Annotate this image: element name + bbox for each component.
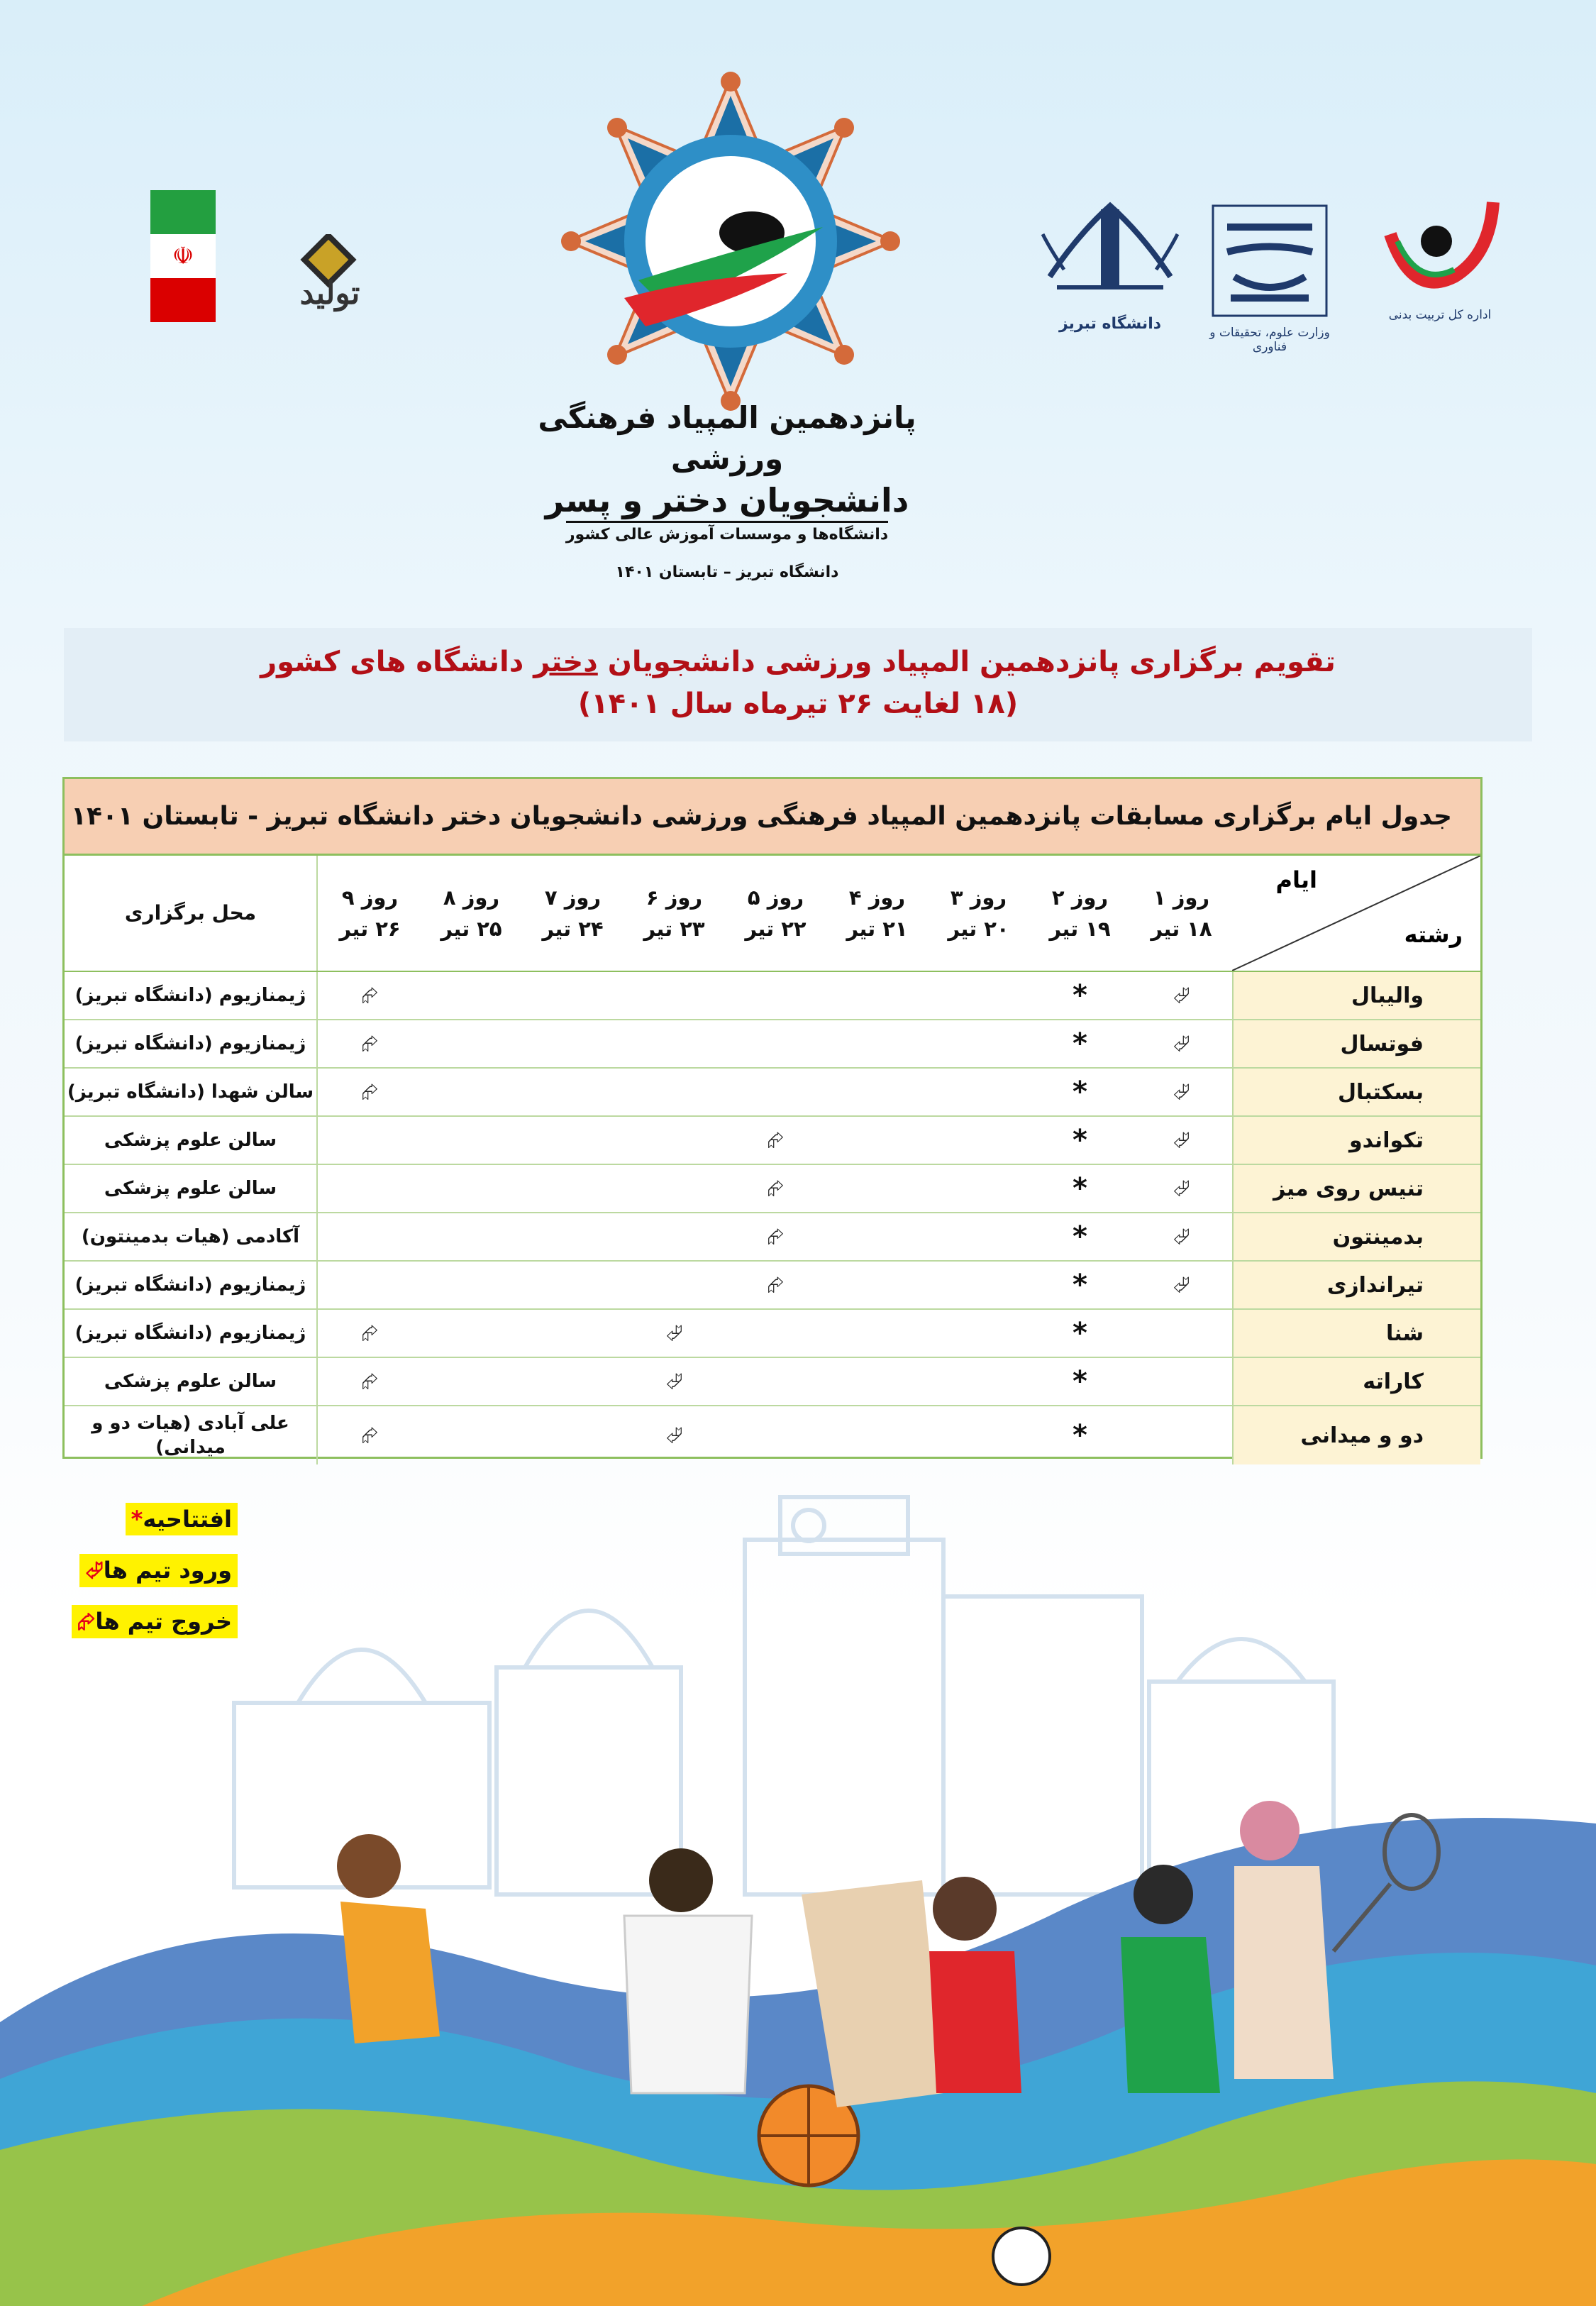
olympiad-title-block: [497, 397, 958, 587]
iran-flag: ☫: [150, 190, 216, 322]
team-exit-arrow-icon: ⮳: [361, 1079, 379, 1105]
schedule-headline: [64, 628, 1532, 741]
opening-star-mark: *: [1073, 1220, 1087, 1253]
venue-name: ژیمنازیوم (دانشگاه تبریز): [65, 1310, 318, 1357]
legend-exit-arrow-icon: ⮳: [77, 1608, 96, 1635]
day-header: [725, 856, 826, 971]
day-header: [1029, 856, 1131, 971]
day-date: ۲۵ تیر: [440, 917, 502, 941]
table-row: [65, 1358, 1480, 1406]
day-date: ۱۹ تیر: [1049, 917, 1111, 941]
day-date: ۲۶ تیر: [339, 917, 401, 941]
ministry-logo: [1206, 199, 1334, 354]
legend-star-symbol: *: [131, 1506, 143, 1533]
legend-exit-label: خروج تیم ها: [95, 1608, 232, 1635]
day-date: ۲۳ تیر: [643, 917, 705, 941]
headline-line1-part1: تقویم برگزاری پانزدهمین المپیاد ورزشی دانشجویان: [597, 646, 1336, 678]
headline-line1-part2: دانشگاه های کشور: [260, 646, 534, 678]
venue-name: ژیمنازیوم (دانشگاه تبریز): [65, 1262, 318, 1308]
team-exit-arrow-icon: ⮳: [361, 1320, 379, 1346]
olympiad-title-line3: دانشگاه‌ها و موسسات آموزش عالی کشور: [566, 521, 888, 546]
team-entry-arrow-icon: ⮰: [1173, 1127, 1190, 1153]
olympiad-title-line1: پانزدهمین المپیاد فرهنگی ورزشی: [538, 400, 916, 476]
day-label: روز ۴: [848, 886, 906, 910]
table-row: [65, 1069, 1480, 1117]
schedule-table: [62, 777, 1483, 1459]
table-row: [65, 1020, 1480, 1069]
venue-name: علی آبادی (هیات دو و میدانی): [65, 1406, 318, 1464]
table-row: [65, 1262, 1480, 1310]
day-header: [522, 856, 624, 971]
headline-line1: [64, 641, 1532, 683]
team-exit-arrow-icon: ⮳: [361, 1423, 379, 1448]
headline-underlined-word: دختر: [533, 646, 598, 678]
day-header: [1131, 856, 1232, 971]
team-exit-arrow-icon: ⮳: [767, 1127, 785, 1153]
team-exit-arrow-icon: ⮳: [767, 1272, 785, 1298]
day-date: ۲۱ تیر: [846, 917, 908, 941]
header-days-label: ایام: [1275, 866, 1317, 893]
opening-star-mark: *: [1073, 1317, 1087, 1350]
day-label: روز ۷: [544, 886, 602, 910]
day-label: روز ۲: [1051, 886, 1109, 910]
day-header: [624, 856, 725, 971]
venue-name: سالن شهدا (دانشگاه تبریز): [65, 1069, 318, 1115]
opening-star-mark: *: [1073, 979, 1087, 1012]
team-exit-arrow-icon: ⮳: [361, 1369, 379, 1394]
header-sport-label: رشته: [1404, 921, 1463, 948]
day-label: روز ۳: [950, 886, 1007, 910]
team-entry-arrow-icon: ⮰: [665, 1423, 683, 1448]
venue-name: آکادمی (هیات بدمینتون): [65, 1213, 318, 1260]
sport-name: فوتسال: [1232, 1020, 1480, 1067]
sport-name: بسکتبال: [1232, 1069, 1480, 1115]
legend-opening-label: افتتاحیه: [143, 1506, 232, 1533]
venue-name: سالن علوم پزشکی: [65, 1358, 318, 1405]
day-header: [421, 856, 522, 971]
table-row: [65, 1310, 1480, 1358]
university-of-tabriz-logo: [1036, 192, 1185, 344]
opening-star-mark: *: [1073, 1365, 1087, 1398]
day-label: روز ۱: [1153, 886, 1210, 910]
tolid-logo-text: تولید: [299, 275, 360, 311]
table-row: [65, 1165, 1480, 1213]
day-header: [928, 856, 1029, 971]
olympiad-emblem: [546, 64, 915, 433]
day-header: [319, 856, 421, 971]
sport-name: تکواندو: [1232, 1117, 1480, 1164]
sport-name: والیبال: [1232, 972, 1480, 1019]
day-label: روز ۹: [341, 886, 399, 910]
physical-education-logo: [1376, 192, 1504, 333]
team-exit-arrow-icon: ⮳: [767, 1176, 785, 1201]
table-row: [65, 1213, 1480, 1262]
venue-name: سالن علوم پزشکی: [65, 1165, 318, 1212]
sport-name: بدمینتون: [1232, 1213, 1480, 1260]
day-header: [826, 856, 928, 971]
team-entry-arrow-icon: ⮰: [665, 1320, 683, 1346]
legend-entry-label: ورود تیم ها: [103, 1557, 232, 1584]
day-label: روز ۵: [747, 886, 804, 910]
table-header-row: [65, 856, 1480, 972]
venue-name: ژیمنازیوم (دانشگاه تبریز): [65, 1020, 318, 1067]
sport-name: کاراته: [1232, 1358, 1480, 1405]
team-entry-arrow-icon: ⮰: [1173, 1031, 1190, 1057]
opening-star-mark: *: [1073, 1124, 1087, 1157]
sport-logo-caption: اداره کل تربیت بدنی: [1388, 308, 1492, 322]
opening-star-mark: *: [1073, 1269, 1087, 1301]
ministry-logo-caption: وزارت علوم، تحقیقات و فناوری: [1209, 326, 1330, 354]
team-entry-arrow-icon: ⮰: [665, 1369, 683, 1394]
team-entry-arrow-icon: ⮰: [1173, 1079, 1190, 1105]
team-entry-arrow-icon: ⮰: [1173, 1224, 1190, 1249]
team-entry-arrow-icon: ⮰: [1173, 983, 1190, 1008]
day-date: ۲۲ تیر: [745, 917, 807, 941]
venue-name: سالن علوم پزشکی: [65, 1117, 318, 1164]
table-row: [65, 1117, 1480, 1165]
day-date: ۲۴ تیر: [542, 917, 604, 941]
athletes-illustration: [0, 1455, 1596, 2306]
opening-star-mark: *: [1073, 1027, 1087, 1060]
team-entry-arrow-icon: ⮰: [1173, 1272, 1190, 1298]
sport-name: دو و میدانی: [1232, 1406, 1480, 1464]
table-grid: [65, 856, 1480, 1464]
sport-name: شنا: [1232, 1310, 1480, 1357]
opening-star-mark: *: [1073, 1076, 1087, 1108]
sport-name: تنیس روی میز: [1232, 1165, 1480, 1212]
opening-star-mark: *: [1073, 1419, 1087, 1452]
team-exit-arrow-icon: ⮳: [767, 1224, 785, 1249]
legend-entry-arrow-icon: ⮰: [85, 1557, 104, 1584]
table-row: [65, 972, 1480, 1020]
venue-name: ژیمنازیوم (دانشگاه تبریز): [65, 972, 318, 1019]
team-exit-arrow-icon: ⮳: [361, 983, 379, 1008]
day-date: ۲۰ تیر: [948, 917, 1009, 941]
team-exit-arrow-icon: ⮳: [361, 1031, 379, 1057]
header-venue: محل برگزاری: [65, 856, 318, 971]
team-entry-arrow-icon: ⮰: [1173, 1176, 1190, 1201]
headline-line2: (۱۸ لغایت ۲۶ تیرماه سال ۱۴۰۱): [577, 688, 1019, 720]
tabriz-buildings-outline: [234, 1497, 1334, 1894]
header-diagonal-line: [1232, 856, 1480, 971]
sport-name: تیراندازی: [1232, 1262, 1480, 1308]
day-label: روز ۸: [443, 886, 500, 910]
olympiad-title-line2: دانشجویان دختر و پسر: [545, 481, 909, 519]
table-title: جدول ایام برگزاری مسابقات پانزدهمین المپیاد فرهنگی ورزشی دانشجویان دختر دانشگاه تبریز - تابستان ۱۴۰۱: [65, 779, 1480, 856]
opening-star-mark: *: [1073, 1172, 1087, 1205]
olympiad-title-line4: دانشگاه تبریز – تابستان ۱۴۰۱: [615, 563, 839, 581]
university-logo-caption: دانشگاه تبریز: [1058, 315, 1162, 333]
day-date: ۱۸ تیر: [1151, 917, 1212, 941]
tolid-logo: [273, 234, 387, 312]
day-label: روز ۶: [645, 886, 703, 910]
